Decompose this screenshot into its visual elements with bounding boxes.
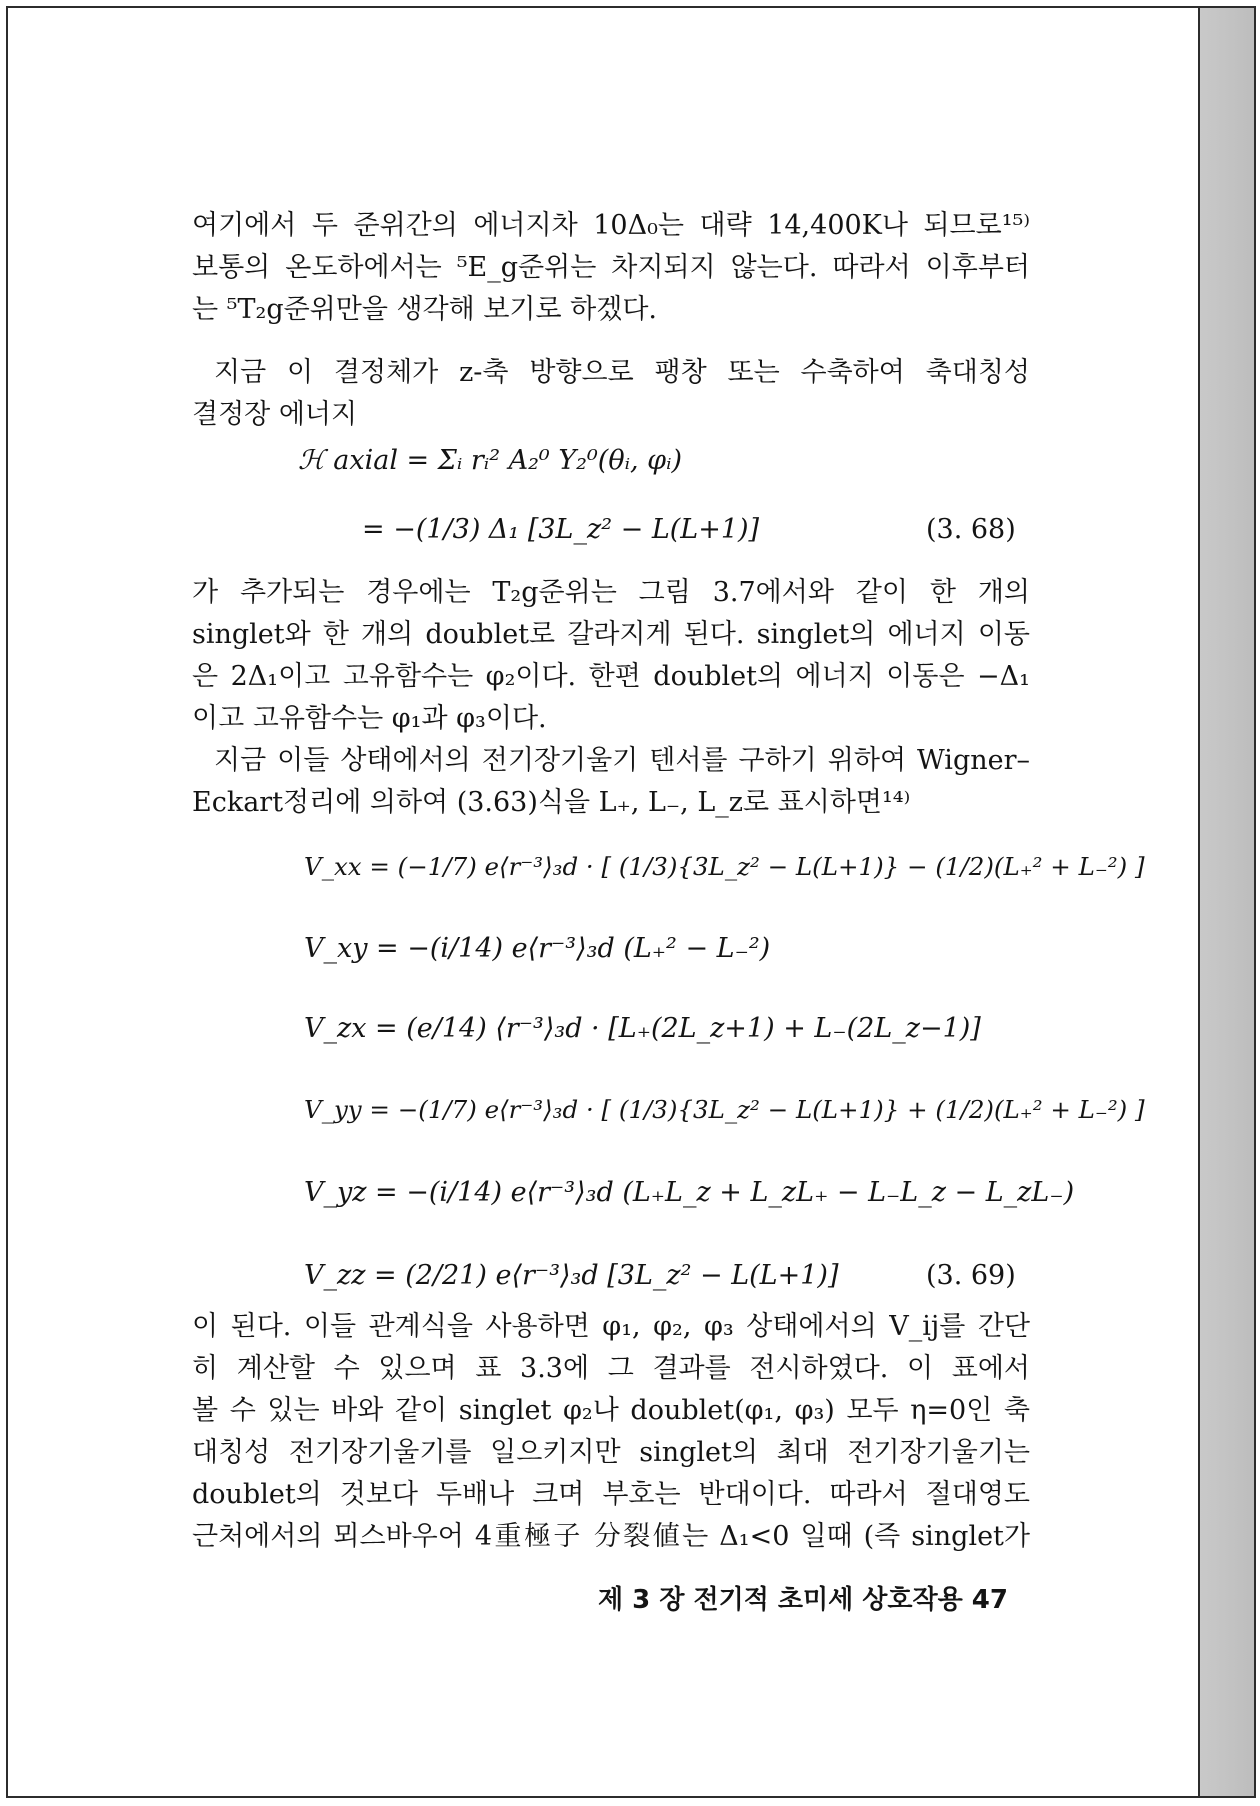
paragraph-4-line-2: Eckart정리에 의하여 (3.63)식을 L₊, L₋, L_z로 표시하면¹⁴⁾ <box>192 787 911 818</box>
paragraph-5-line-6: 근처에서의 뫼스바우어 4重極子 分裂値는 Δ₁<0 일때 (즉 singlet가 <box>192 1521 1030 1552</box>
paragraph-5-line-2: 히 계산할 수 있으며 표 3.3에 그 결과를 전시하였다. 이 표에서 <box>192 1353 1030 1384</box>
paragraph-1-line-1: 여기에서 두 준위간의 에너지차 10Δ₀는 대략 14,400K나 되므로¹⁵⁾ <box>192 210 1030 241</box>
equation-axial-line-2: = −(1/3) Δ₁ [3L_z² − L(L+1)] <box>362 514 760 545</box>
equation-axial-line-1: ℋ axial = Σᵢ rᵢ² A₂⁰ Y₂⁰(θᵢ, φᵢ) <box>298 445 683 476</box>
paragraph-3-line-3: 은 2Δ₁이고 고유함수는 φ₂이다. 한편 doublet의 에너지 이동은 −Δ₁ <box>192 661 1030 692</box>
paragraph-5-line-4: 대칭성 전기장기울기를 일으키지만 singlet의 최대 전기장기울기는 <box>192 1437 1030 1468</box>
equation-vxy: V_xy = −(i/14) e⟨r⁻³⟩₃d (L₊² − L₋²) <box>304 933 771 964</box>
paragraph-2-line-2: 결정장 에너지 <box>192 399 358 430</box>
equation-label-3-68: (3. 68) <box>926 514 1016 545</box>
paragraph-3-line-1: 가 추가되는 경우에는 T₂g준위는 그림 3.7에서와 같이 한 개의 <box>192 577 1030 608</box>
paragraph-3-line-4: 이고 고유함수는 φ₁과 φ₃이다. <box>192 703 547 734</box>
paragraph-5-line-3: 볼 수 있는 바와 같이 singlet φ₂나 doublet(φ₁, φ₃) 모두 η=0인 축 <box>192 1395 1030 1426</box>
paragraph-1-line-3: 는 ⁵T₂g준위만을 생각해 보기로 하겠다. <box>192 294 657 325</box>
equation-vyz: V_yz = −(i/14) e⟨r⁻³⟩₃d (L₊L_z + L_zL₊ − L₋L_z − L_zL₋) <box>304 1177 1075 1208</box>
equation-vxx: V_xx = (−1/7) e⟨r⁻³⟩₃d · [ (1/3){3L_z² − L(L+1)} − (1/2)(L₊² + L₋²) ] <box>304 852 1145 881</box>
book-spine <box>1200 6 1256 1798</box>
paragraph-5-line-1: 이 된다. 이들 관계식을 사용하면 φ₁, φ₂, φ₃ 상태에서의 V_ij를 간단 <box>192 1311 1030 1342</box>
equation-vyy: V_yy = −(1/7) e⟨r⁻³⟩₃d · [ (1/3){3L_z² − L(L+1)} + (1/2)(L₊² + L₋²) ] <box>304 1095 1145 1124</box>
equation-vzx: V_zx = (e/14) ⟨r⁻³⟩₃d · [L₊(2L_z+1) + L₋(2L_z−1)] <box>304 1013 981 1044</box>
page-footer: 제 3 장 전기적 초미세 상호작용 47 <box>598 1585 1008 1615</box>
paragraph-3-line-2: singlet와 한 개의 doublet로 갈라지게 된다. singlet의 에너지 이동 <box>192 619 1030 650</box>
paragraph-2-line-1: 지금 이 결정체가 z-축 방향으로 팽창 또는 수축하여 축대칭성 <box>214 357 1030 388</box>
equation-vzz: V_zz = (2/21) e⟨r⁻³⟩₃d [3L_z² − L(L+1)] <box>304 1260 839 1291</box>
paragraph-4-line-1: 지금 이들 상태에서의 전기장기울기 텐서를 구하기 위하여 Wigner– <box>214 745 1030 776</box>
equation-label-3-69: (3. 69) <box>926 1260 1016 1291</box>
paragraph-5-line-5: doublet의 것보다 두배나 크며 부호는 반대이다. 따라서 절대영도 <box>192 1479 1030 1510</box>
paragraph-1-line-2: 보통의 온도하에서는 ⁵E_g준위는 차지되지 않는다. 따라서 이후부터 <box>192 252 1030 283</box>
